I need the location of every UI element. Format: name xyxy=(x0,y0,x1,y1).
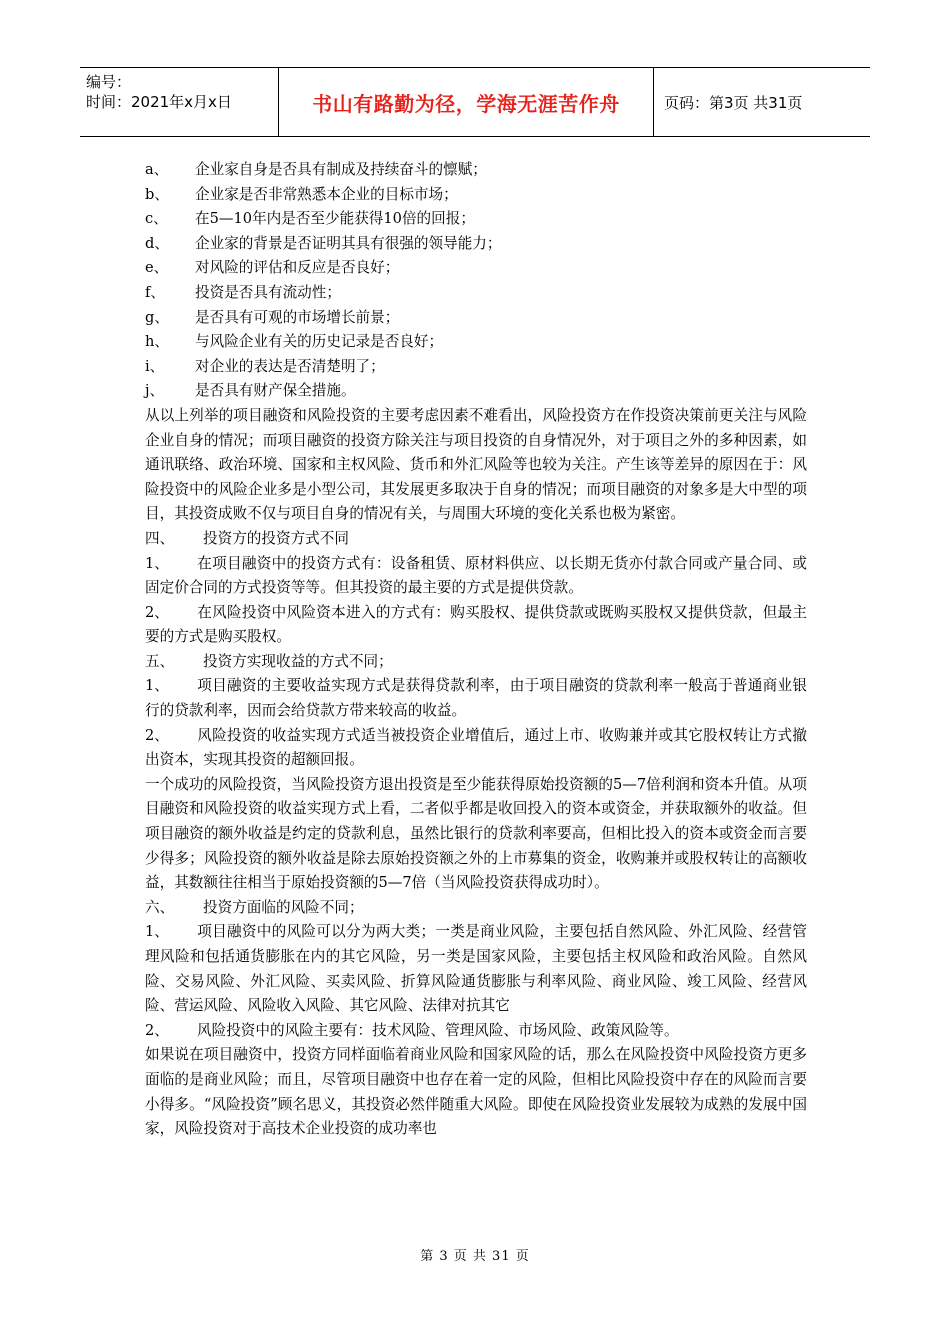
item-label: 2、 xyxy=(145,726,169,744)
page-header xyxy=(80,67,870,137)
item-text: 项目融资的主要收益实现方式是获得贷款利率，由于项目融资的贷款利率一般高于普通商业银行的贷款利率，因而会给贷款方带来较高的收益。 xyxy=(145,677,807,720)
criteria-item xyxy=(145,183,807,208)
criteria-item xyxy=(145,256,807,281)
header-meta xyxy=(80,68,278,136)
section-title: 投资方面临的风险不同； xyxy=(203,898,364,916)
item-label: b、 xyxy=(145,185,169,203)
item-label: 1、 xyxy=(145,677,169,695)
document-body xyxy=(145,158,807,1142)
criteria-item xyxy=(145,281,807,306)
criteria-item xyxy=(145,306,807,331)
date-label: 时间：2021年x月x日 xyxy=(86,93,232,111)
paragraph-returns: 一个成功的风险投资，当风险投资方退出投资是至少能获得原始投资额的5—7倍利润和资本升值。从项目融资和风险投资的收益实现方式上看，二者似乎都是收回投入的资本或资金，并获取额外的收益。但项目融资的额外收益是约定的贷款利息，虽然比银行的贷款利率要高，但相比投入的资本或资金而言要少得多；风险投资的额外收益是除去原始投资额之外的上市募集的资金，收购兼并或股权转让的高额收益，其数额往往相当于原始投资额的5—7倍（当风险投资获得成功时）。 xyxy=(145,775,807,892)
doc-number-label: 编号： xyxy=(86,73,132,91)
item-label: h、 xyxy=(145,333,169,351)
item-text: 风险投资中的风险主要有：技术风险、管理风险、市场风险、政策风险等。 xyxy=(197,1021,679,1039)
item-label: 1、 xyxy=(145,923,169,941)
criteria-item xyxy=(145,355,807,380)
section-number: 四、 xyxy=(145,529,175,547)
item-text: 是否具有可观的市场增长前景； xyxy=(195,308,400,326)
section-heading-4 xyxy=(145,527,807,552)
item-text: 投资是否具有流动性； xyxy=(195,283,341,301)
header-motto: 书山有路勤为径，学海无涯苦作舟 xyxy=(278,68,654,136)
section-number: 六、 xyxy=(145,898,175,916)
item-text: 与风险企业有关的历史记录是否良好； xyxy=(195,333,444,351)
item-label: c、 xyxy=(145,210,168,228)
section-item xyxy=(145,920,807,1018)
item-text: 对风险的评估和反应是否良好； xyxy=(195,259,400,277)
item-label: i、 xyxy=(145,357,165,375)
section-item xyxy=(145,552,807,601)
item-text: 项目融资中的风险可以分为两大类；一类是商业风险，主要包括自然风险、外汇风险、经营管理风险和包括通货膨胀在内的其它风险，另一类是国家风险，主要包括主权风险和政治风险。自然风险、交易风险、外汇风险、买卖风险、折算风险通货膨胀与利率风险、商业风险、竣工风险、经营风险、营运风险、风险收入风险、其它风险、法律对抗其它 xyxy=(145,923,807,1015)
section-item xyxy=(145,1019,807,1044)
item-text: 企业家是否非常熟悉本企业的目标市场； xyxy=(195,185,458,203)
item-label: d、 xyxy=(145,234,169,252)
item-text: 在项目融资中的投资方式有：设备租赁、原材料供应、以长期无货亦付款合同或产量合同、或固定价合同的方式投资等等。但其投资的最主要的方式是提供贷款。 xyxy=(145,554,807,597)
section-title: 投资方的投资方式不同 xyxy=(203,529,349,547)
item-label: e、 xyxy=(145,259,169,277)
item-text: 在风险投资中风险资本进入的方式有：购买股权、提供贷款或既购买股权又提供贷款，但最主要的方式是购买股权。 xyxy=(145,603,807,646)
section-item xyxy=(145,601,807,650)
criteria-item xyxy=(145,330,807,355)
item-text: 在5—10年内是否至少能获得10倍的回报； xyxy=(195,210,475,228)
item-text: 是否具有财产保全措施。 xyxy=(195,382,356,400)
item-label: 2、 xyxy=(145,603,169,621)
section-heading-5 xyxy=(145,650,807,675)
criteria-item xyxy=(145,379,807,404)
section-title: 投资方实现收益的方式不同； xyxy=(203,652,393,670)
paragraph-risks: 如果说在项目融资中，投资方同样面临着商业风险和国家风险的话，那么在风险投资中风险投资方更多面临的是商业风险；而且，尽管项目融资中也存在着一定的风险，但相比风险投资中存在的风险而言要小得多。“风险投资”顾名思义，其投资必然伴随重大风险。即使在风险投资业发展较为成熟的发展中国家，风险投资对于高技术企业投资的成功率也 xyxy=(145,1046,807,1138)
section-item xyxy=(145,674,807,723)
criteria-item xyxy=(145,207,807,232)
item-text: 企业家自身是否具有制成及持续奋斗的懔赋； xyxy=(195,161,487,178)
item-text: 风险投资的收益实现方式适当被投资企业增值后，通过上市、收购兼并或其它股权转让方式撤出资本，实现其投资的超额回报。 xyxy=(145,726,807,769)
header-page-number: 页码：第3页 共31页 xyxy=(664,93,803,112)
item-label: f、 xyxy=(145,283,165,301)
criteria-item xyxy=(145,232,807,257)
item-label: a、 xyxy=(145,161,169,178)
section-item xyxy=(145,724,807,773)
item-label: 2、 xyxy=(145,1021,169,1039)
paragraph-comparison: 从以上列举的项目融资和风险投资的主要考虑因素不难看出，风险投资方在作投资决策前更关注与风险企业自身的情况；而项目融资的投资方除关注与项目投资的自身情况外，对于项目之外的多种因素，如通讯联络、政治环境、国家和主权风险、货币和外汇风险等也较为关注。产生该等差异的原因在于：风险投资中的风险企业多是小型公司，其发展更多取决于自身的情况；而项目融资的对象多是大中型的项目，其投资成败不仅与项目自身的情况有关，与周围大环境的变化关系也极为紧密。 xyxy=(145,406,807,523)
section-heading-6 xyxy=(145,896,807,921)
item-label: 1、 xyxy=(145,554,169,572)
page-footer: 第 3 页 共 31 页 xyxy=(420,1249,530,1264)
item-label: j、 xyxy=(145,382,165,400)
criteria-item xyxy=(145,158,807,183)
item-text: 对企业的表达是否清楚明了； xyxy=(195,357,385,375)
item-label: g、 xyxy=(145,308,169,326)
item-text: 企业家的背景是否证明其具有很强的领导能力； xyxy=(195,234,502,252)
section-number: 五、 xyxy=(145,652,175,670)
